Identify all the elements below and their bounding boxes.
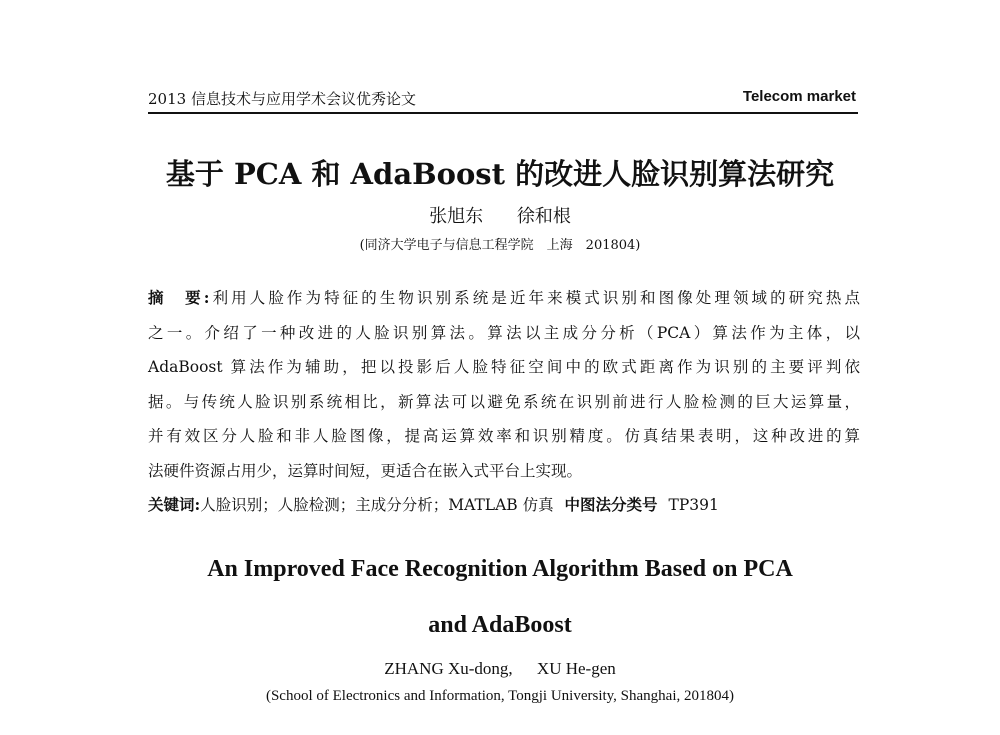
authors-cn	[0, 202, 1000, 228]
affiliation-en: (School of Electronics and Information, Tongji University, Shanghai, 201804)	[265, 688, 735, 704]
author-en-1: ZHANG Xu-dong,	[384, 659, 513, 678]
abstract-line: 并有效区分人脸和非人脸图像，提高运算效率和识别精度。仿真结果表明，这种改进的算	[148, 427, 860, 445]
running-header	[148, 86, 858, 114]
abstract-cn	[148, 286, 860, 515]
abstract-line: 之一。介绍了一种改进的人脸识别算法。算法以主成分分析（PCA）算法作为主体，以	[148, 323, 860, 342]
paper-title-cn: 基于 PCA 和 AdaBoost 的改进人脸识别算法研究	[165, 157, 835, 191]
affiliation-cn: (同济大学电子与信息工程学院 上海 201804)	[359, 238, 641, 253]
abstract-line: AdaBoost 算法作为辅助，把以投影后人脸特征空间中的欧式距离作为识别的主要评判依	[148, 358, 860, 376]
paper-title-en-line2: and AdaBoost	[428, 612, 572, 638]
journal-name: Telecom market	[742, 88, 856, 105]
abstract-line: 摘 要:利用人脸作为特征的生物识别系统是近年来模式识别和图像处理领域的研究热点	[148, 288, 860, 307]
author-cn-1: 张旭东	[429, 206, 484, 227]
author-cn-2: 徐和根	[516, 206, 571, 227]
keywords	[148, 493, 860, 515]
conference-name: 2013 信息技术与应用学术会议优秀论文	[148, 90, 416, 108]
author-en-2: XU He-gen	[536, 659, 616, 678]
authors-en	[0, 659, 1000, 679]
paper-title-en-line1: An Improved Face Recognition Algorithm Based on PCA	[207, 556, 793, 582]
clc-value: TP391	[668, 496, 719, 514]
abstract-line: 法硬件资源占用少，运算时间短，更适合在嵌入式平台上实现。	[148, 461, 583, 480]
keywords-label: 关键词:	[148, 495, 201, 514]
keywords-text: 人脸识别；人脸检测；主成分分析；MATLAB 仿真	[200, 496, 554, 514]
clc-label: 中图法分类号	[564, 495, 658, 514]
abstract-line: 据。与传统人脸识别系统相比，新算法可以避免系统在识别前进行人脸检测的巨大运算量，	[148, 392, 860, 411]
abstract-label: 摘 要:	[148, 288, 210, 307]
